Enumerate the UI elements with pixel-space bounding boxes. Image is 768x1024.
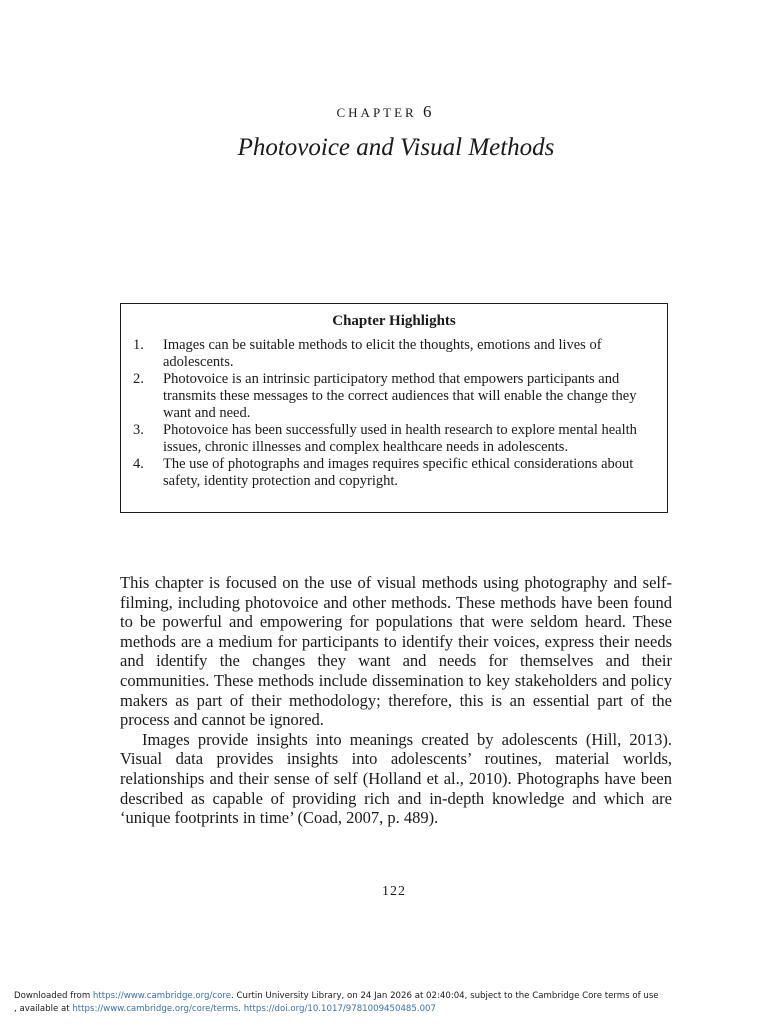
download-footer <box>14 990 766 1016</box>
body-paragraph: This chapter is focused on the use of visual methods using photography and self-filming, including photovoice and other methods. These methods have been found to be powerful and empowering for populations that were seldom heard. These methods are a medium for participants to identify their voices, express their needs and identify the changes they want and needs for themselves and their communities. These methods include dissemination to key stakeholders and policy makers as part of their methodology; therefore, this is an essential part of the process and cannot be ignored. <box>120 573 672 730</box>
chapter-title: Photovoice and Visual Methods <box>237 134 555 161</box>
footer-line-2 <box>14 1003 766 1016</box>
highlight-text: Images can be suitable methods to elicit the thoughts, emotions and lives of adolescents. <box>163 337 602 370</box>
highlight-item <box>121 337 667 371</box>
footer-line-1 <box>14 990 766 1003</box>
footer-prefix: Downloaded from <box>14 991 93 1001</box>
footer-separator: . <box>238 1004 244 1014</box>
highlight-item <box>121 456 667 490</box>
highlight-text: Photovoice is an intrinsic participatory method that empowers participants and transmits these messages to the correct audiences that will enable the change they want and need. <box>163 371 637 421</box>
body-text <box>120 573 672 828</box>
highlight-text: Photovoice has been successfully used in health research to explore mental health issues, chronic illnesses and complex healthcare needs in adolescents. <box>163 422 637 455</box>
highlights-title: Chapter Highlights <box>332 313 456 329</box>
cambridge-core-link[interactable]: https://www.cambridge.org/core <box>92 991 232 1001</box>
footer-middle-text: . Curtin University Library, on 24 Jan 2026 at 02:40:04, subject to the Cambridge Core terms of use <box>231 991 659 1001</box>
chapter-number: 6 <box>422 102 432 121</box>
highlight-item <box>121 422 667 456</box>
doi-link[interactable]: https://doi.org/10.1017/9781009450485.007 <box>243 1004 436 1014</box>
chapter-word: CHAPTER <box>336 105 417 120</box>
highlights-list <box>121 337 667 490</box>
highlight-number: 4. <box>133 456 144 472</box>
chapter-label <box>0 102 768 122</box>
highlight-number: 1. <box>133 337 144 353</box>
page-number: 122 <box>382 884 406 899</box>
highlight-text: The use of photographs and images requires specific ethical considerations about safety, identity protection and copyright. <box>163 456 634 489</box>
footer-line2-prefix: , available at <box>14 1004 73 1014</box>
highlight-number: 3. <box>133 422 144 438</box>
chapter-highlights-box <box>120 303 668 513</box>
terms-link[interactable]: https://www.cambridge.org/core/terms <box>72 1004 239 1014</box>
highlight-item <box>121 371 667 422</box>
body-paragraph: Images provide insights into meanings created by adolescents (Hill, 2013). Visual data provides insights into adolescents’ routines, material worlds, relationships and their sense of self (Holland et al., 2010). Photographs have been described as capable of providing rich and in-depth knowledge and which are ‘unique footprints in time’ (Coad, 2007, p. 489). <box>120 729 672 828</box>
highlight-number: 2. <box>133 371 144 387</box>
